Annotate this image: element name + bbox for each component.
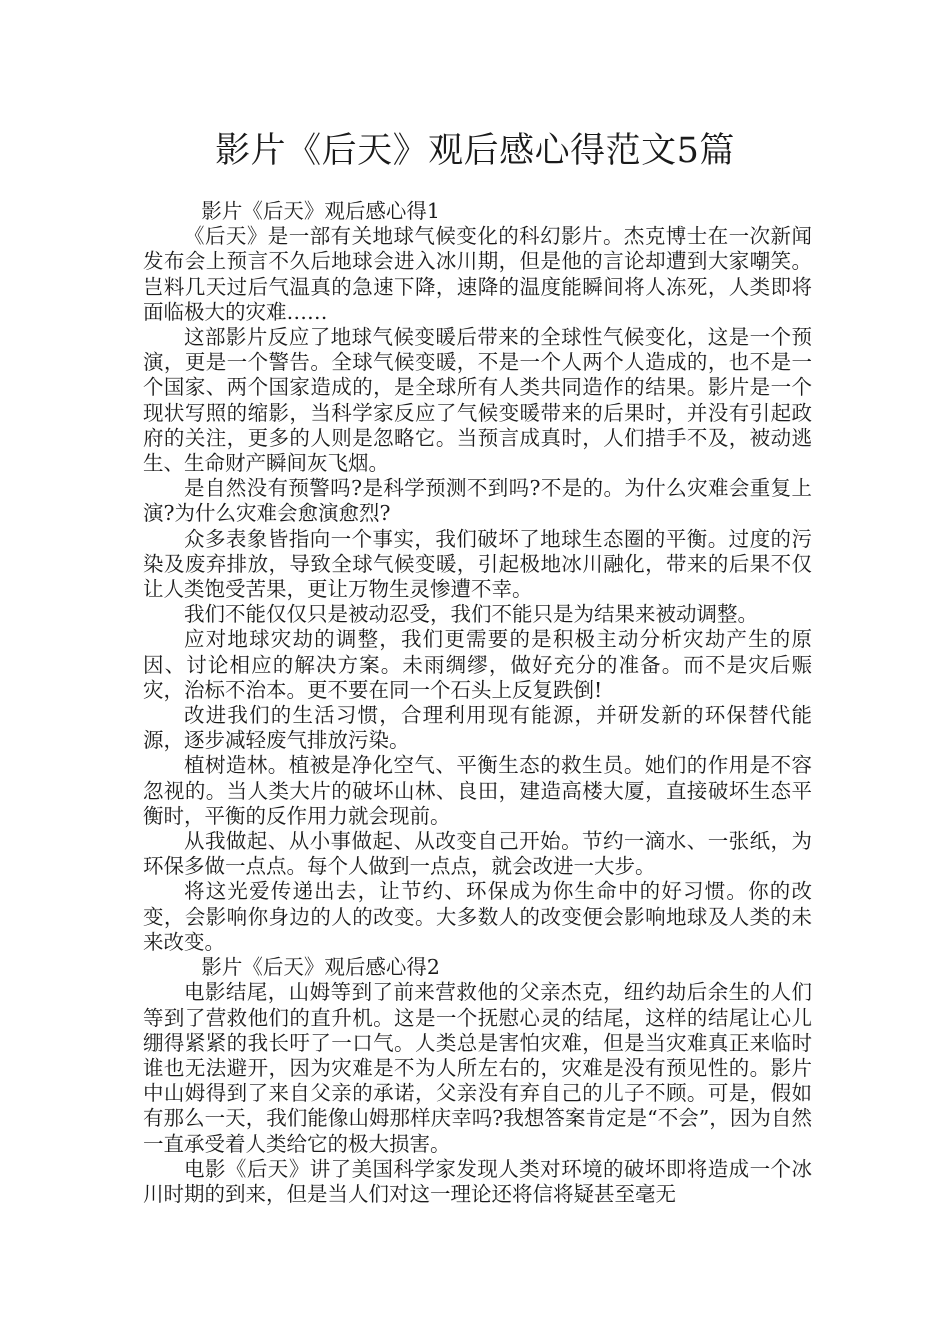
paragraph: 电影《后天》讲了美国科学家发现人类对环境的破坏即将造成一个冰川时期的到来，但是当人们对这一理论还将信将疑甚至毫无 bbox=[143, 1156, 812, 1206]
paragraph: 是自然没有预警吗?是科学预测不到吗?不是的。为什么灾难会重复上演?为什么灾难会愈演愈烈? bbox=[143, 476, 812, 526]
paragraph: 改进我们的生活习惯，合理利用现有能源，并研发新的环保替代能源，逐步减轻废气排放污染。 bbox=[143, 703, 812, 753]
section-heading: 影片《后天》观后感心得2 bbox=[201, 955, 440, 980]
document-title: 影片《后天》观后感心得范文5篇 bbox=[215, 131, 735, 171]
paragraph: 植树造林。植被是净化空气、平衡生态的救生员。她们的作用是不容忽视的。当人类大片的破坏山林、良田，建造高楼大厦，直接破坏生态平衡时，平衡的反作用力就会现前。 bbox=[143, 753, 812, 828]
paragraph: 应对地球灾劫的调整，我们更需要的是积极主动分析灾劫产生的原因、讨论相应的解决方案。未雨绸缪，做好充分的准备。而不是灾后赈灾，治标不治本。更不要在同一个石头上反复跌倒! bbox=[143, 627, 812, 702]
paragraph: 从我做起、从小事做起、从改变自己开始。节约一滴水、一张纸，为环保多做一点点。每个人做到一点点，就会改进一大步。 bbox=[143, 829, 812, 879]
section-heading: 影片《后天》观后感心得1 bbox=[201, 199, 440, 223]
paragraph: 我们不能仅仅只是被动忍受，我们不能只是为结果来被动调整。 bbox=[184, 602, 758, 627]
paragraph: 将这光爱传递出去，让节约、环保成为你生命中的好习惯。你的改变，会影响你身边的人的改变。大多数人的改变便会影响地球及人类的未来改变。 bbox=[143, 879, 812, 954]
paragraph: 这部影片反应了地球气候变暖后带来的全球性气候变化，这是一个预演，更是一个警告。全球气候变暖，不是一个人两个人造成的，也不是一个国家、两个国家造成的，是全球所有人类共同造作的结果。影片是一个现状写照的缩影，当科学家反应了气候变暖带来的后果时，并没有引起政府的关注，更多的人则是忽略它。当预言成真时，人们措手不及，被动逃生、生命财产瞬间灰飞烟。 bbox=[143, 325, 812, 476]
paragraph: 众多表象皆指向一个事实，我们破坏了地球生态圈的平衡。过度的污染及废弃排放，导致全球气候变暖，引起极地冰川融化，带来的后果不仅让人类饱受苦果，更让万物生灵惨遭不幸。 bbox=[143, 526, 812, 602]
document-body bbox=[143, 199, 812, 1207]
paragraph: 电影结尾，山姆等到了前来营救他的父亲杰克，纽约劫后余生的人们等到了营救他们的直升机。这是一个抚慰心灵的结尾，这样的结尾让心儿绷得紧紧的我长吁了一口气。人类总是害怕灾难，但是当灾难真正来临时谁也无法避开，因为灾难是不为人所左右的，灾难是没有预见性的。影片中山姆得到了来自父亲的承诺，父亲没有弃自己的儿子不顾。可是，假如有那么一天，我们能像山姆那样庆幸吗?我想答案肯定是“不会”，因为自然一直承受着人类给它的极大损害。 bbox=[143, 980, 812, 1156]
paragraph: 《后天》是一部有关地球气候变化的科幻影片。杰克博士在一次新闻发布会上预言不久后地球会进入冰川期，但是他的言论却遭到大家嘲笑。岂料几天过后气温真的急速下降，速降的温度能瞬间将人冻死，人类即将面临极大的灾难…… bbox=[143, 224, 812, 324]
